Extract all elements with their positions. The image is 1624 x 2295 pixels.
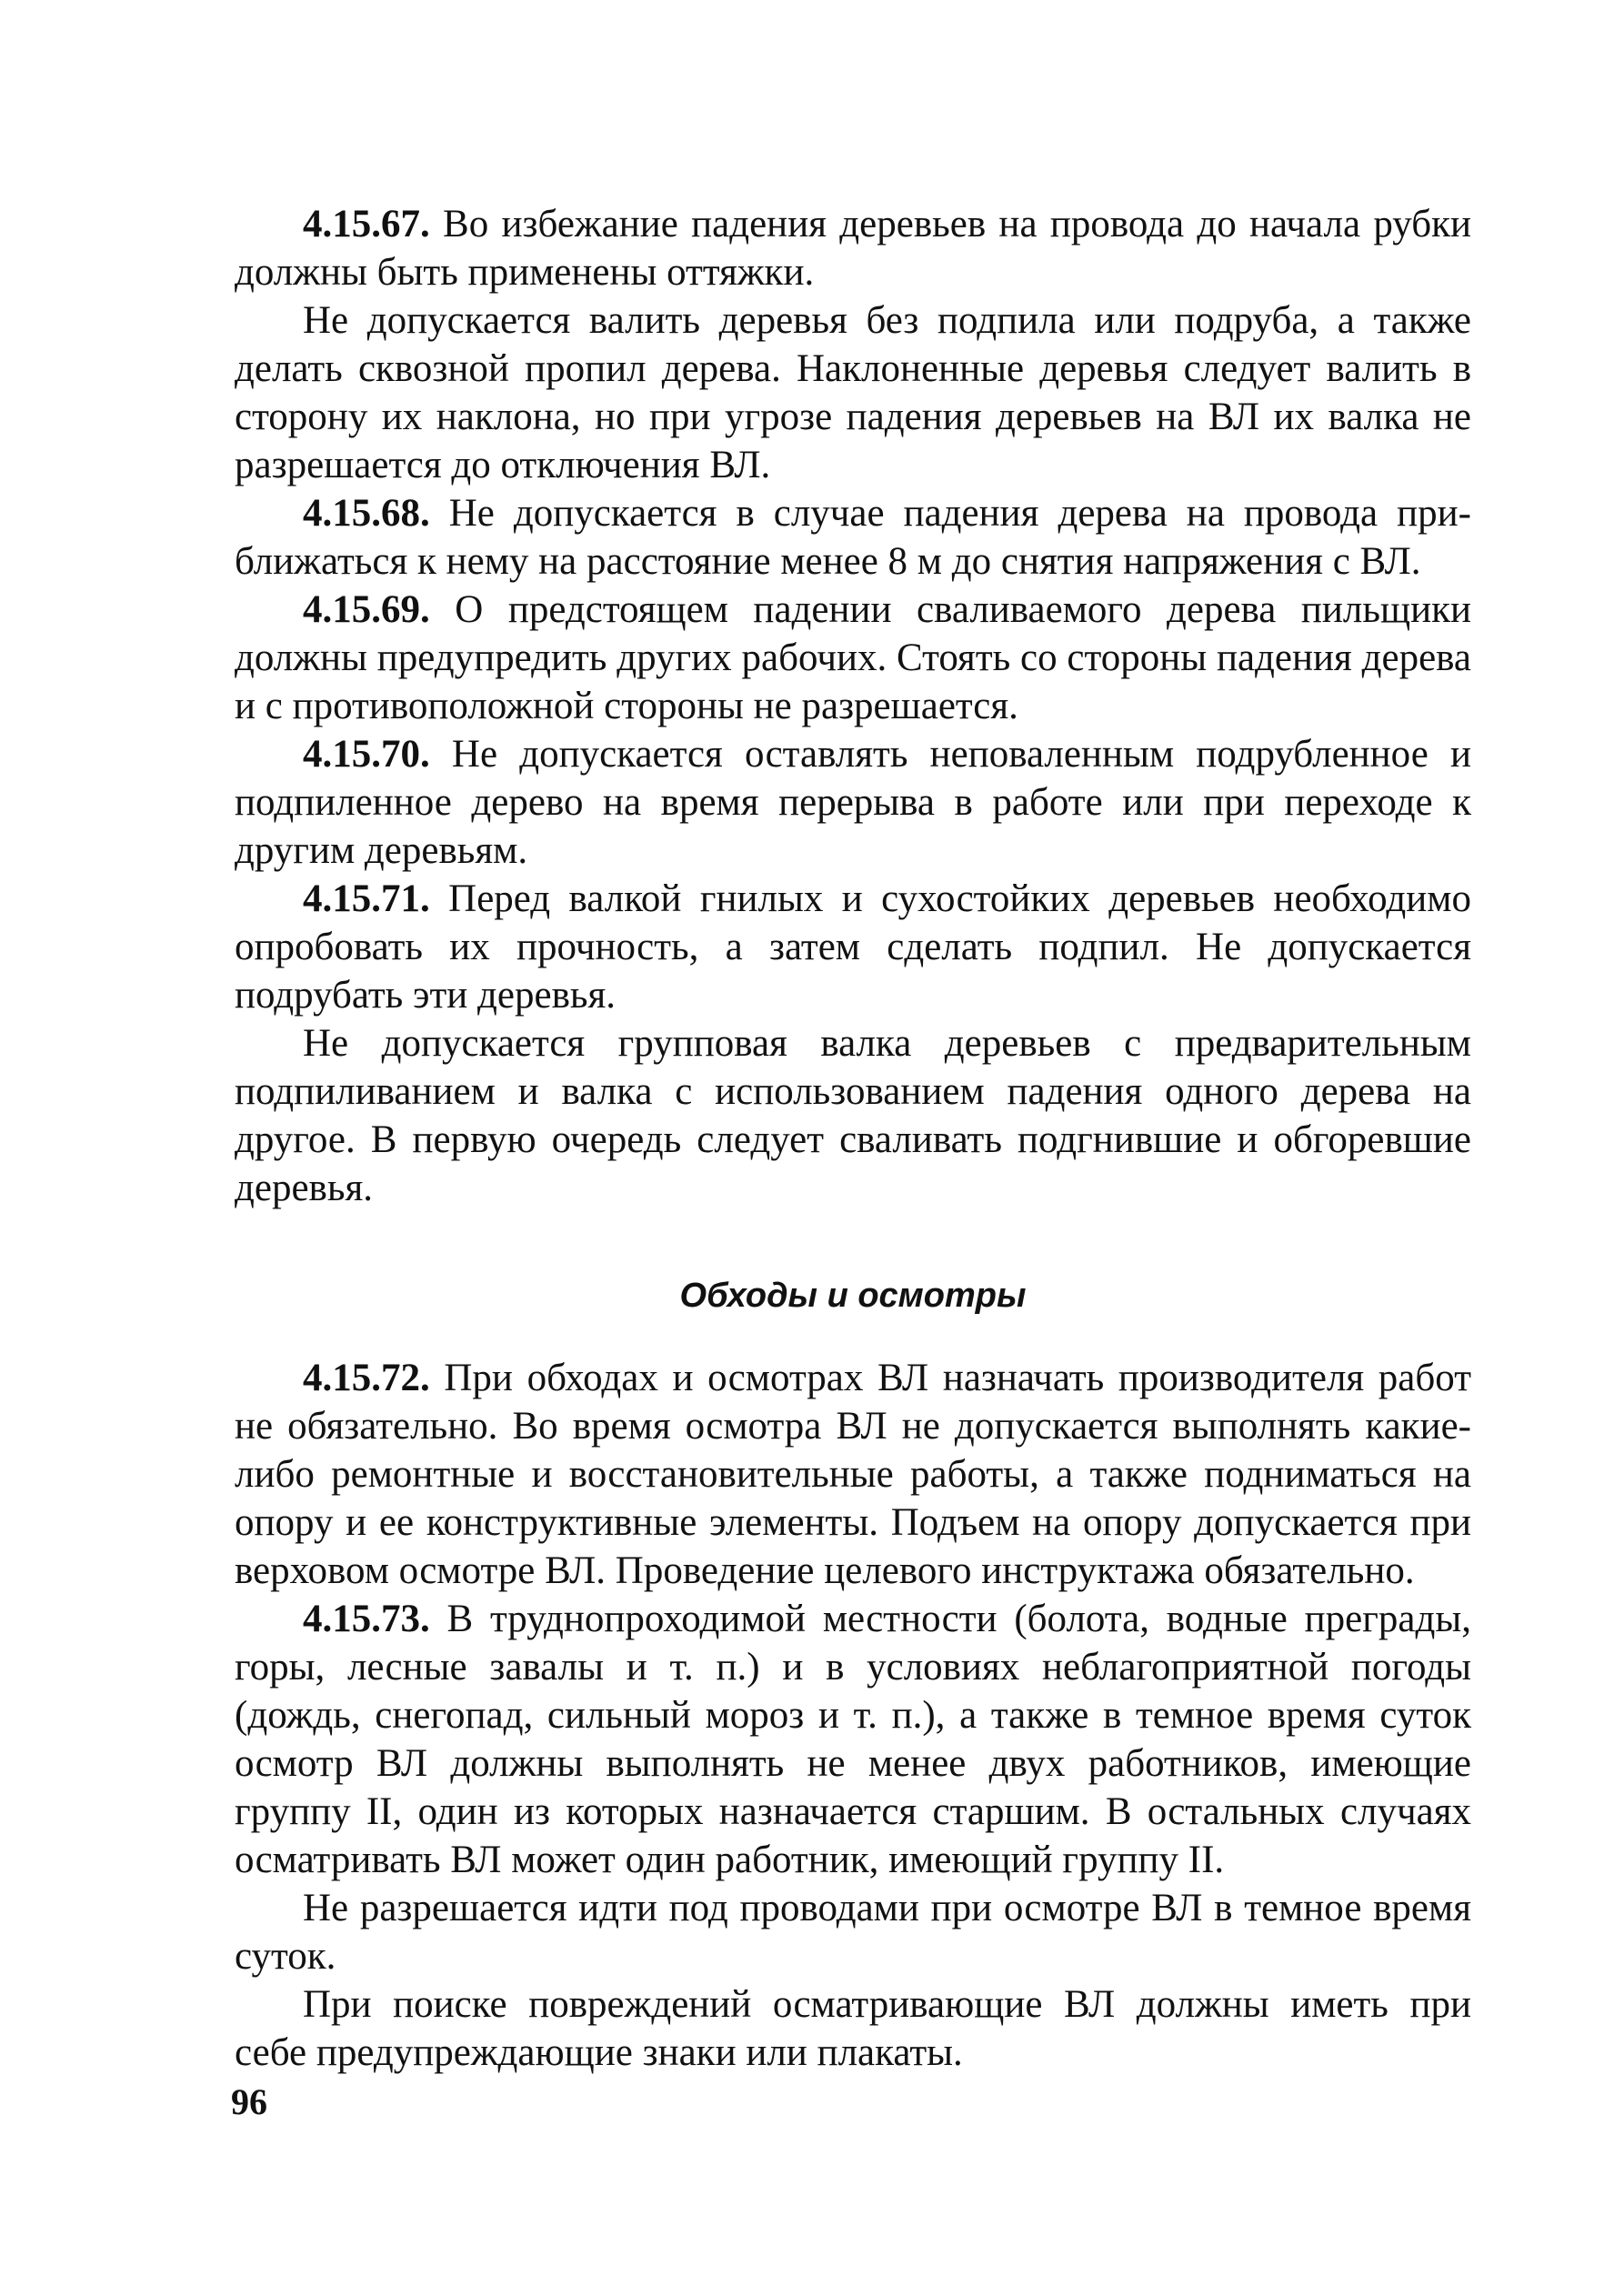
paragraph-4-15-73 [235,1595,1471,1884]
section-heading: Обходы и осмотры [679,1277,1027,1315]
paragraph-text: Не допускается валить деревья без подпила или подруба, а также делать сквозной пропил дерева. Наклоненные деревья следует валить в сторону их наклона, но при угрозе падения деревьев на ВЛ их валка не разрешается до отключения ВЛ. [235,299,1471,486]
paragraph-4-15-70 [235,730,1471,875]
paragraph-text: Перед валкой гнилых и сухостойких деревьев необходимо опробовать их прочность, а затем сделать подпил. Не допускается подрубать эти деревья. [235,877,1471,1017]
paragraph-text: При поиске повреждений осматривающие ВЛ должны иметь при себе предупреждающие знаки или плакаты. [235,1983,1471,2074]
paragraph-text: Во избежание падения деревьев на провода до начала рубки должны быть применены оттяжки. [235,203,1471,294]
paragraph-night-inspection [235,1884,1471,1980]
paragraph-text: Не допускается оставлять неповаленным подрубленное и подпиленное дерево на время перерыва в работе или при переходе к другим деревьям. [235,733,1471,872]
paragraph-text: В труднопроходимой местности (болота, водные преграды, горы, лесные завалы и т. п.) и в условиях неблагоприятной погоды (дождь, снегопад, сильный мороз и т. п.), а также в темное время суток осмотр ВЛ должны выполнять не менее двух работников, имеющие группу II, один из которых назначается старшим. В остальных случаях осматривать ВЛ может один работник, имеющий группу II. [235,1598,1471,1881]
page-number: 96 [231,2081,267,2122]
clause-number: 4.15.67. [303,203,430,246]
paragraph-4-15-71 [235,875,1471,1019]
paragraph-4-15-72 [235,1354,1471,1595]
clause-number: 4.15.72. [303,1357,430,1399]
clause-number: 4.15.71. [303,877,430,920]
paragraph-4-15-68 [235,489,1471,586]
paragraph-felling-rules [235,296,1471,489]
paragraph-4-15-67 [235,200,1471,296]
clause-number: 4.15.69. [303,588,430,631]
clause-number: 4.15.73. [303,1598,430,1640]
body-text [235,200,1471,2077]
clause-number: 4.15.70. [303,733,430,776]
paragraph-text: Не разрешается идти под проводами при осмотре ВЛ в темное время суток. [235,1887,1471,1978]
paragraph-text: Не допускается групповая валка деревьев с предварительным подпиливанием и валка с использованием падения одного дерева на другое. В первую очередь следует сваливать подгнившие и обгоревшие деревья. [235,1022,1471,1209]
clause-number: 4.15.68. [303,492,430,535]
paragraph-group-felling [235,1019,1471,1212]
paragraph-text: Не допускается в случае падения дерева на провода приближаться к нему на расстояние менее 8 м до снятия напряжения с ВЛ. [235,492,1471,583]
paragraph-warning-signs [235,1980,1471,2077]
paragraph-text: О предстоящем падении сваливаемого дерева пильщики должны предупредить других рабочих. Стоять со стороны падения дерева и с противоположной стороны не разрешается. [235,588,1471,727]
paragraph-text: При обходах и осмотрах ВЛ назначать производителя работ не обязательно. Во время осмотра ВЛ не допускается выполнять какие-либо ремонтные и восстановительные работы, а также подниматься на опору и ее конструктивные элементы. Подъем на опору допускается при верховом осмотре ВЛ. Проведение целевого инструктажа обязательно. [235,1357,1471,1592]
paragraph-4-15-69 [235,586,1471,730]
